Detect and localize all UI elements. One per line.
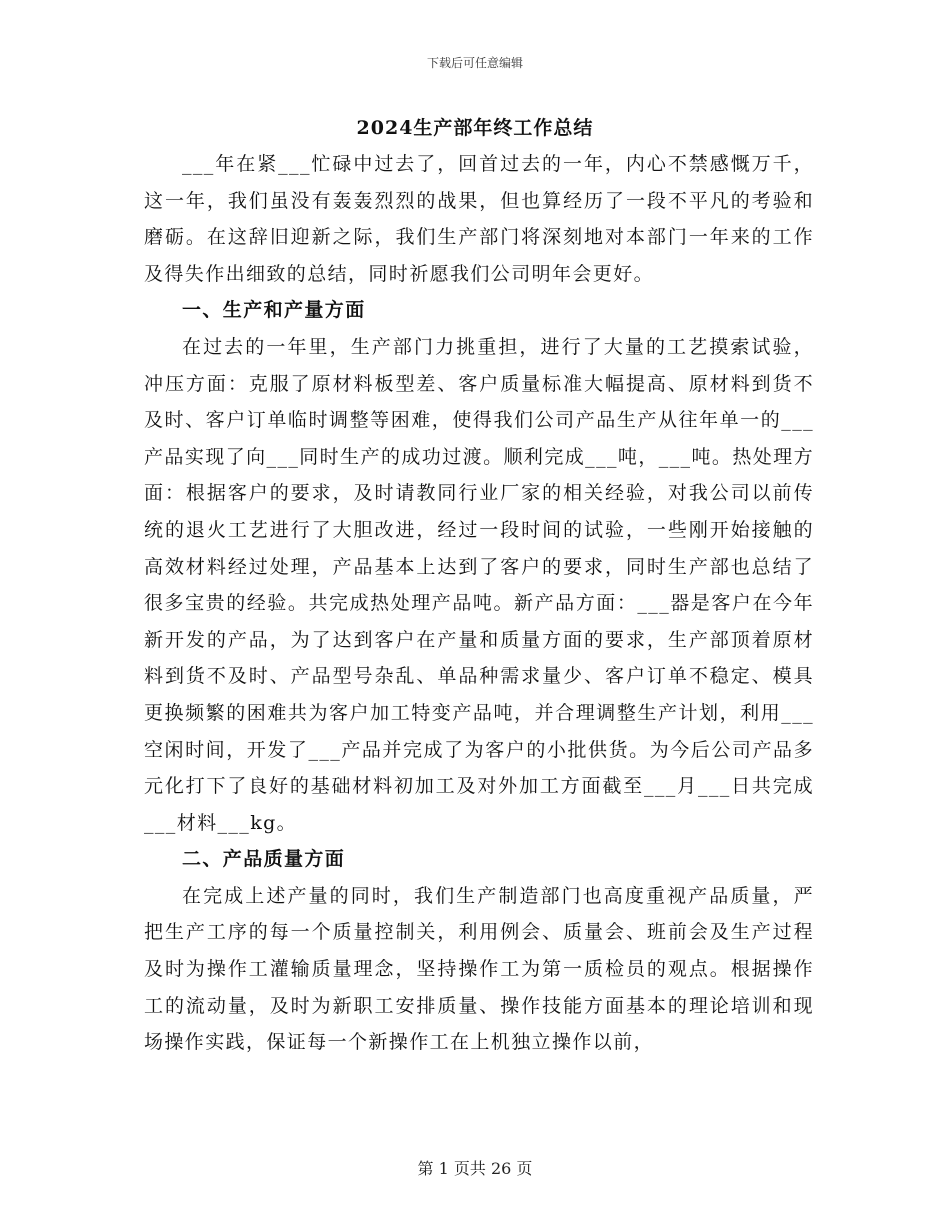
document-body [144, 146, 814, 1061]
section-paragraph-production: 在过去的一年里，生产部门力挑重担，进行了大量的工艺摸索试验，冲压方面：克服了原材料板型差、客户质量标准大幅提高、原材料到货不及时、客户订单临时调整等困难，使得我们公司产品生产从往年单一的___产品实现了向___同时生产的成功过渡。顺利完成___吨，___吨。热处理方面：根据客户的要求，及时请教同行业厂家的相关经验，对我公司以前传统的退火工艺进行了大胆改进，经过一段时间的试验，一些刚开始接触的高效材料经过处理，产品基本上达到了客户的要求，同时生产部也总结了很多宝贵的经验。共完成热处理产品吨。新产品方面：___器是客户在今年新开发的产品，为了达到客户在产量和质量方面的要求，生产部顶着原材料到货不及时、产品型号杂乱、单品种需求量少、客户订单不稳定、模具更换频繁的困难共为客户加工特变产品吨，并合理调整生产计划，利用___空闲时间，开发了___产品并完成了为客户的小批供货。为今后公司产品多元化打下了良好的基础材料初加工及对外加工方面截至___月___日共完成___材料___kg。 [144, 335, 814, 834]
header-note: 下载后可任意编辑 [426, 56, 523, 70]
document-title: 2024生产部年终工作总结 [356, 117, 594, 139]
section-heading-production: 一、生产和产量方面 [182, 299, 366, 322]
section-heading-quality: 二、产品质量方面 [182, 848, 346, 871]
section-paragraph-quality: 在完成上述产量的同时，我们生产制造部门也高度重视产品质量，严把生产工序的每一个质量控制关，利用例会、质量会、班前会及生产过程及时为操作工灌输质量理念，坚持操作工为第一质检员的观点。根据操作工的流动量，及时为新职工安排质量、操作技能方面基本的理论培训和现场操作实践，保证每一个新操作工在上机独立操作以前， [144, 884, 814, 1054]
intro-paragraph: ___年在紧___忙碌中过去了，回首过去的一年，内心不禁感慨万千，这一年，我们虽没有轰轰烈烈的战果，但也算经历了一段不平凡的考验和磨砺。在这辞旧迎新之际，我们生产部门将深刻地对本部门一年来的工作及得失作出细致的总结，同时祈愿我们公司明年会更好。 [144, 153, 814, 285]
page-number: 第 1 页共 26 页 [417, 1159, 533, 1178]
